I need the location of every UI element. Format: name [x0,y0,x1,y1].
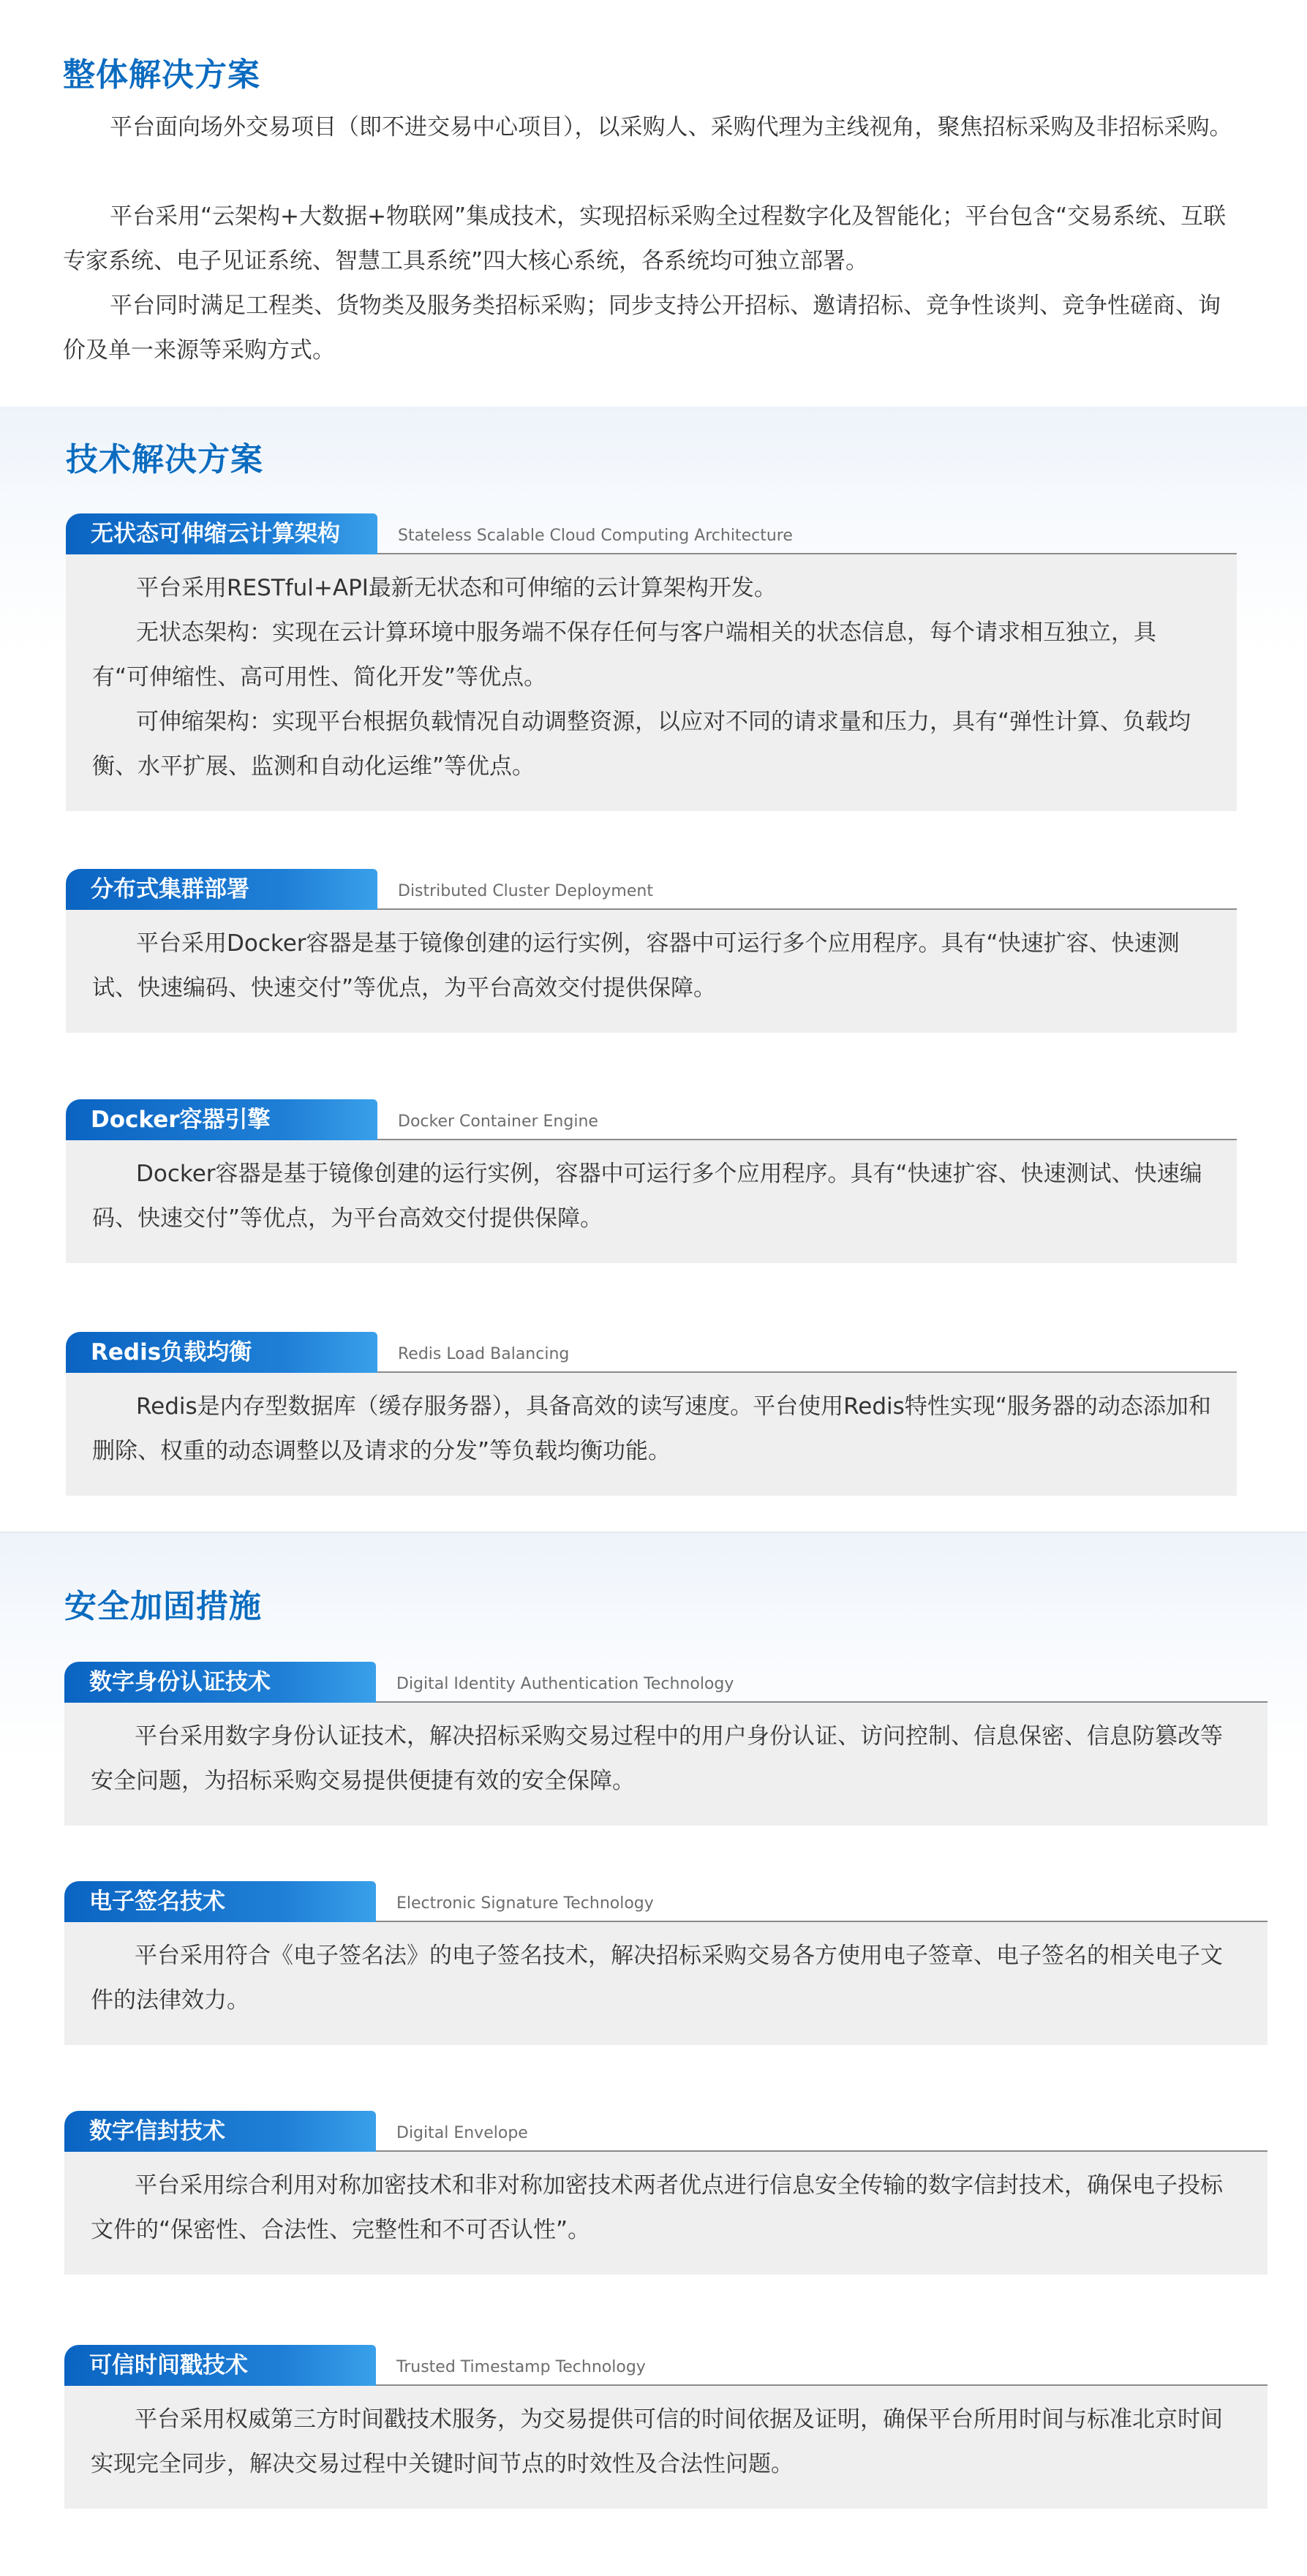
card-body [64,2386,1268,2509]
card-english-subtitle: Electronic Signature Technology [396,1894,654,1913]
card-paragraph: Redis是内存型数据库（缓存服务器），具备高效的读写速度。平台使用Redis特性实现“服务器的动态添加和删除、权重的动态调整以及请求的分发”等负载均衡功能。 [92,1393,1211,1464]
card-header [64,1662,1268,1703]
tech-card-redis [66,1332,1237,1496]
card-title-tab: 分布式集群部署 [66,869,377,910]
security-measures-section [0,1532,1307,2576]
card-header [66,1332,1237,1373]
card-header [66,1099,1237,1140]
security-card-envelope [64,2111,1268,2275]
card-body [64,2152,1268,2275]
card-title-tab: 数字身份认证技术 [64,1662,376,1703]
card-english-subtitle: Digital Identity Authentication Technology [396,1675,734,1693]
card-english-subtitle: Docker Container Engine [398,1112,598,1131]
card-header [66,513,1237,554]
tech-card-stateless [66,513,1237,811]
tech-card-cluster [66,869,1237,1033]
card-body [66,1373,1237,1496]
card-title-tab: Docker容器引擎 [66,1099,377,1140]
card-header [66,869,1237,910]
card-title-tab: 无状态可伸缩云计算架构 [66,513,377,554]
card-paragraph: 平台采用综合利用对称加密技术和非对称加密技术两者优点进行信息安全传输的数字信封技术，确保电子投标文件的“保密性、合法性、完整性和不可否认性”。 [91,2172,1223,2243]
overall-solution-title: 整体解决方案 [63,57,260,93]
card-paragraph: 平台采用Docker容器是基于镜像创建的运行实例，容器中可运行多个应用程序。具有“快速扩容、快速测试、快速编码、快速交付”等优点，为平台高效交付提供保障。 [92,930,1180,1001]
card-header [64,1881,1268,1922]
card-header [64,2111,1268,2152]
overall-paragraph: 平台面向场外交易项目（即不进交易中心项目），以采购人、采购代理为主线视角，聚焦招标采购及非招标采购。 [110,114,1232,140]
tech-card-docker [66,1099,1237,1263]
card-body [64,1703,1268,1826]
card-paragraph: 无状态架构：实现在云计算环境中服务端不保存任何与客户端相关的状态信息，每个请求相互独立，具有“可伸缩性、高可用性、简化开发”等优点。 [92,619,1156,690]
overall-paragraph: 平台同时满足工程类、货物类及服务类招标采购；同步支持公开招标、邀请招标、竞争性谈判、竞争性磋商、询价及单一来源等采购方式。 [63,293,1221,364]
card-english-subtitle: Trusted Timestamp Technology [396,2358,646,2376]
card-paragraph: Docker容器是基于镜像创建的运行实例，容器中可运行多个应用程序。具有“快速扩容、快速测试、快速编码、快速交付”等优点，为平台高效交付提供保障。 [92,1161,1202,1232]
card-paragraph: 平台采用权威第三方时间戳技术服务，为交易提供可信的时间依据及证明，确保平台所用时间与标准北京时间实现完全同步，解决交易过程中关键时间节点的时效性及合法性问题。 [91,2406,1223,2477]
card-body [66,910,1237,1033]
card-title-tab: 电子签名技术 [64,1881,376,1922]
card-header [64,2345,1268,2386]
card-paragraph: 平台采用数字身份认证技术，解决招标采购交易过程中的用户身份认证、访问控制、信息保密、信息防篡改等安全问题，为招标采购交易提供便捷有效的安全保障。 [91,1723,1223,1794]
card-paragraph: 平台采用符合《电子签名法》的电子签名技术，解决招标采购交易各方使用电子签章、电子签名的相关电子文件的法律效力。 [91,1943,1223,2014]
security-card-identity [64,1662,1268,1826]
security-card-timestamp [64,2345,1268,2509]
card-english-subtitle: Distributed Cluster Deployment [398,882,653,900]
overall-paragraph: 平台采用“云架构+大数据+物联网”集成技术，实现招标采购全过程数字化及智能化；平台包含“交易系统、互联专家系统、电子见证系统、智慧工具系统”四大核心系统，各系统均可独立部署。 [63,203,1227,274]
technical-solution-title: 技术解决方案 [66,442,263,478]
card-paragraph: 平台采用RESTful+API最新无状态和可伸缩的云计算架构开发。 [136,575,777,601]
card-body [66,554,1237,811]
card-body [64,1922,1268,2045]
security-card-signature [64,1881,1268,2045]
card-title-tab: 数字信封技术 [64,2111,376,2152]
security-measures-title: 安全加固措施 [64,1589,262,1624]
card-english-subtitle: Stateless Scalable Cloud Computing Architecture [398,527,793,545]
card-body [66,1140,1237,1263]
overall-solution-section [0,0,1307,407]
card-paragraph: 可伸缩架构：实现平台根据负载情况自动调整资源，以应对不同的请求量和压力，具有“弹性计算、负载均衡、水平扩展、监测和自动化运维”等优点。 [92,709,1191,780]
card-title-tab: 可信时间戳技术 [64,2345,376,2386]
technical-solution-section [0,407,1307,1532]
card-english-subtitle: Redis Load Balancing [398,1345,570,1363]
card-title-tab: Redis负载均衡 [66,1332,377,1373]
card-english-subtitle: Digital Envelope [396,2124,528,2142]
